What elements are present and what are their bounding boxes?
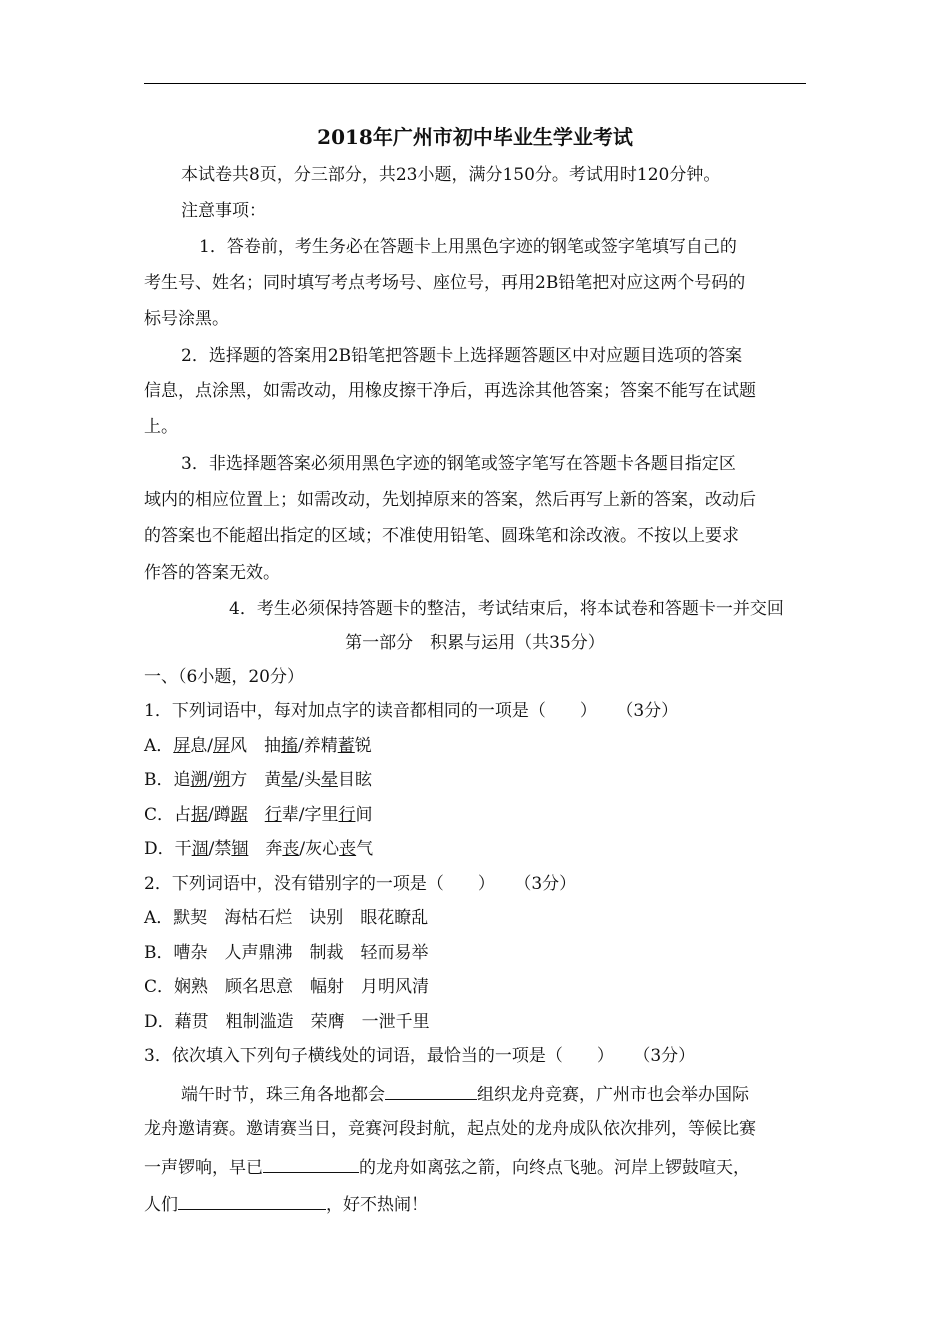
q2-option-d: D．藉贯 粗制滥造 荣膺 一泄千里 [144, 1012, 430, 1032]
q2-stem: 2．下列词语中，没有错别字的一项是（ ） [144, 874, 495, 894]
page-title: 2018年广州市初中毕业生学业考试 [317, 125, 633, 149]
note-1-line-2: 考生号、姓名；同时填写考点考场号、座位号，再用2B铅笔把对应这两个号码的 [144, 273, 746, 293]
section1-heading: 一、（6小题，20分） [144, 667, 304, 687]
q2-option-c: C．娴熟 顾名思意 幅射 月明风清 [144, 977, 430, 997]
q2-option-a: A．默契 海枯石烂 诀别 眼花瞭乱 [144, 908, 429, 928]
header-rule [144, 83, 806, 84]
q2-option-b: B．嘈杂 人声鼎沸 制裁 轻而易举 [144, 943, 429, 963]
q3-passage-line-4: 人们 ，好不热闹！ [144, 1192, 428, 1216]
notice-heading: 注意事项： [181, 201, 266, 221]
q3-passage-line-3: 一声锣响，早已 的龙舟如离弦之箭，向终点飞驰。河岸上锣鼓喧天， [144, 1155, 750, 1179]
q1-score: （3分） [624, 701, 679, 721]
q1-option-d: D．干涸/禁锢 奔丧/灰心丧气 [144, 839, 374, 859]
q3-blank-1 [385, 1082, 477, 1100]
q2-score: （3分） [522, 874, 577, 894]
q1-option-a: A．屏息/屏风 抽搐/养精蓄锐 [144, 736, 372, 756]
q3-passage-line-2: 龙舟邀请赛。邀请赛当日，竞赛河段封航，起点处的龙舟成队依次排列，等候比赛 [144, 1119, 756, 1139]
q1-option-b: B．追溯/朔方 黄晕/头晕目眩 [144, 770, 372, 790]
note-2-line-3: 上。 [144, 417, 178, 437]
note-3-line-2: 域内的相应位置上；如需改动，先划掉原来的答案，然后再写上新的答案，改动后 [144, 490, 756, 510]
q2-stem-line [144, 873, 576, 895]
note-3-line-4: 作答的答案无效。 [144, 563, 280, 583]
q3-stem: 3．依次填入下列句子横线处的词语，最恰当的一项是（ ） [144, 1046, 614, 1066]
q3-passage-line-1: 端午时节，珠三角各地都会 组织龙舟竞赛，广州市也会举办国际 [181, 1082, 749, 1106]
q1-stem-line [144, 700, 678, 722]
q3-stem-line [144, 1045, 695, 1067]
note-2-line-1: 2．选择题的答案用2B铅笔把答题卡上选择题答题区中对应题目选项的答案 [181, 346, 743, 366]
note-1-line-3: 标号涂黑。 [144, 309, 229, 329]
q1-option-c: C．占据/蹲踞 行辈/字里行间 [144, 805, 373, 825]
q3-blank-3 [178, 1192, 326, 1210]
q3-score: （3分） [641, 1046, 696, 1066]
note-1-line-1: 1．答卷前，考生务必在答题卡上用黑色字迹的钢笔或签字笔填写自己的 [199, 237, 737, 257]
note-3-line-1: 3．非选择题答案必须用黑色字迹的钢笔或签字笔写在答题卡各题目指定区 [181, 454, 736, 474]
intro-text: 本试卷共8页，分三部分，共23小题，满分150分。考试用时120分钟。 [181, 165, 721, 185]
note-3-line-3: 的答案也不能超出指定的区域；不准使用铅笔、圆珠笔和涂改液。不按以上要求 [144, 526, 739, 546]
note-4-line-1: 4．考生必须保持答题卡的整洁，考试结束后，将本试卷和答题卡一并交回 [229, 599, 784, 619]
q1-stem: 1．下列词语中，每对加点字的读音都相同的一项是（ ） [144, 701, 597, 721]
note-2-line-2: 信息，点涂黑，如需改动，用橡皮擦干净后，再选涂其他答案；答案不能写在试题 [144, 381, 756, 401]
q3-blank-2 [263, 1155, 359, 1173]
part1-title: 第一部分 积累与运用（共35分） [345, 633, 605, 653]
